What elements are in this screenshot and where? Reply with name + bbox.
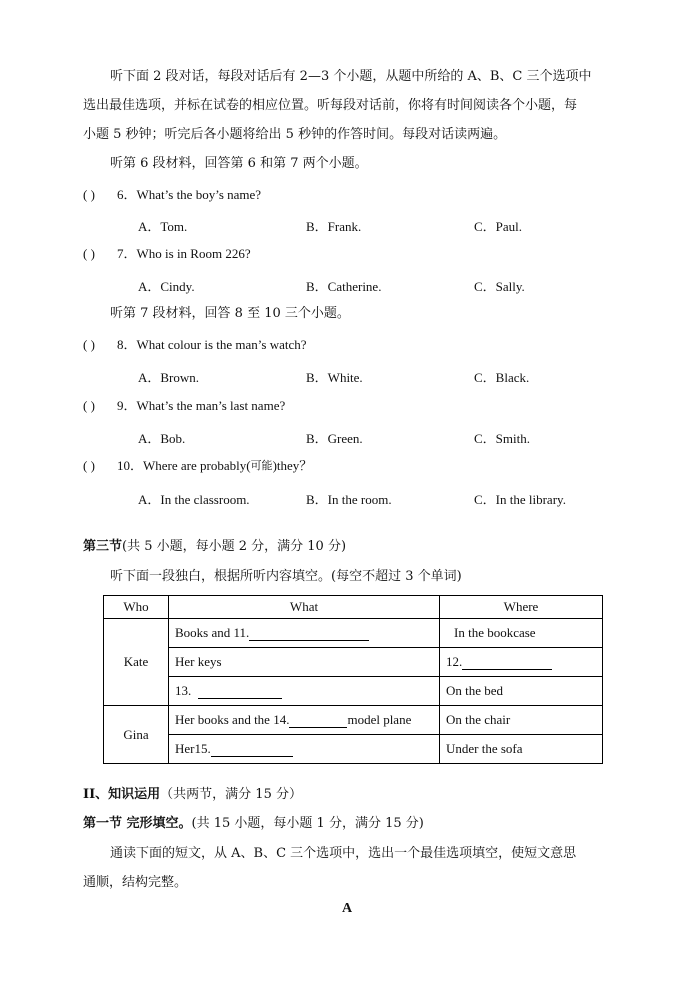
intro-line-3: 小题 5 秒钟；听完后各小题将给出 5 秒钟的作答时间。每段对话读两遍。 [83, 127, 507, 142]
answer-paren[interactable]: ( ) [83, 398, 95, 413]
passage-label: A [342, 901, 353, 916]
option-b[interactable]: B．Catherine. [306, 279, 382, 294]
header-what: What [169, 596, 440, 619]
answer-paren[interactable]: ( ) [83, 246, 95, 261]
option-a[interactable]: A．Tom. [138, 219, 188, 234]
part-2-scoring: （共两节，满分 15 分） [160, 787, 302, 802]
option-c[interactable]: C．In the library. [474, 492, 566, 507]
part-2-section-1-heading [83, 815, 424, 833]
question-stem-note: 可能 [250, 460, 273, 472]
option-b[interactable]: B．In the room. [306, 492, 392, 507]
section-3-instruction: 听下面一段独白，根据所听内容填空。(每空不超过 3 个单词) [110, 569, 462, 584]
cell-text: In the bookcase [454, 625, 536, 640]
header-where: Where [440, 596, 603, 619]
cell-text: Books and 11. [175, 625, 250, 640]
intro-line-2: 选出最佳选项，并标在试卷的相应位置。听每段对话前，你将有时间阅读各个小题，每 [83, 98, 578, 113]
cell-where-12 [440, 648, 603, 677]
section-3-heading [83, 538, 346, 556]
option-b[interactable]: B．Green. [306, 431, 363, 446]
question-stem-post: )they？ [272, 458, 313, 473]
cloze-instruction-1: 通读下面的短文，从 A、B、C 三个选项中，选出一个最佳选项填空，使短文意思 [110, 846, 577, 861]
question-stem: 9．What’s the man’s last name? [117, 398, 286, 413]
question-10 [83, 457, 312, 475]
answer-paren[interactable]: ( ) [83, 187, 95, 202]
cell-what-14 [169, 706, 440, 735]
question-stem: 7．Who is in Room 226? [117, 246, 251, 261]
material-6-note: 听第 6 段材料，回答第 6 和第 7 两个小题。 [110, 156, 368, 171]
option-c[interactable]: C．Paul. [474, 219, 523, 234]
part-2-title: II、知识运用 [83, 787, 161, 802]
cell-where-3: On the bed [440, 677, 603, 706]
answer-paren[interactable]: ( ) [83, 337, 95, 352]
section-1-scoring: (共 15 小题，每小题 1 分，满分 15 分) [191, 816, 424, 831]
cloze-instruction-2: 通顺，结构完整。 [83, 875, 188, 890]
blank-14[interactable] [289, 713, 347, 728]
part-2-heading [83, 786, 302, 804]
section-3-scoring: (共 5 小题，每小题 2 分，满分 10 分) [122, 539, 347, 554]
cell-what-15 [169, 735, 440, 764]
cell-where-5: Under the sofa [440, 735, 603, 764]
option-c[interactable]: C．Black. [474, 370, 530, 385]
cell-where-4: On the chair [440, 706, 603, 735]
cell-who-kate: Kate [104, 619, 169, 706]
option-a[interactable]: A．Bob. [138, 431, 186, 446]
header-who: Who [104, 596, 169, 619]
option-c[interactable]: C．Smith. [474, 431, 530, 446]
material-7-note: 听第 7 段材料，回答 8 至 10 三个小题。 [110, 306, 350, 321]
question-stem: 8．What colour is the man’s watch? [117, 337, 307, 352]
cell-what-2: Her keys [169, 648, 440, 677]
answer-paren[interactable]: ( ) [83, 458, 95, 473]
cell-text: model plane [347, 712, 412, 727]
option-b[interactable]: B．White. [306, 370, 363, 385]
cell-text: Her15. [175, 741, 211, 756]
cell-text: 13. [175, 683, 192, 698]
cell-text: Her books and the 14. [175, 712, 290, 727]
fill-in-table [103, 595, 603, 764]
blank-15[interactable] [211, 742, 293, 757]
blank-13[interactable] [198, 684, 282, 699]
cell-where-1 [440, 619, 603, 648]
option-a[interactable]: A．Brown. [138, 370, 200, 385]
cell-who-gina: Gina [104, 706, 169, 764]
section-3-title: 第三节 [83, 539, 123, 554]
question-6 [83, 186, 261, 204]
section-1-title: 第一节 完形填空。 [83, 816, 192, 831]
option-c[interactable]: C．Sally. [474, 279, 525, 294]
intro-line-1: 听下面 2 段对话，每段对话后有 2—3 个小题，从题中所给的 A、B、C 三个选项中 [110, 69, 592, 84]
question-9 [83, 397, 285, 415]
question-stem-pre: 10．Where are probably( [117, 458, 251, 473]
cell-what-13 [169, 677, 440, 706]
blank-12[interactable] [462, 655, 552, 670]
option-a[interactable]: A．In the classroom. [138, 492, 250, 507]
option-a[interactable]: A．Cindy. [138, 279, 195, 294]
blank-11[interactable] [249, 626, 369, 641]
question-8 [83, 336, 307, 354]
option-b[interactable]: B．Frank. [306, 219, 362, 234]
cell-what-11 [169, 619, 440, 648]
question-7 [83, 245, 251, 263]
cell-text: 12. [446, 654, 463, 669]
question-stem: 6．What’s the boy’s name? [117, 187, 262, 202]
